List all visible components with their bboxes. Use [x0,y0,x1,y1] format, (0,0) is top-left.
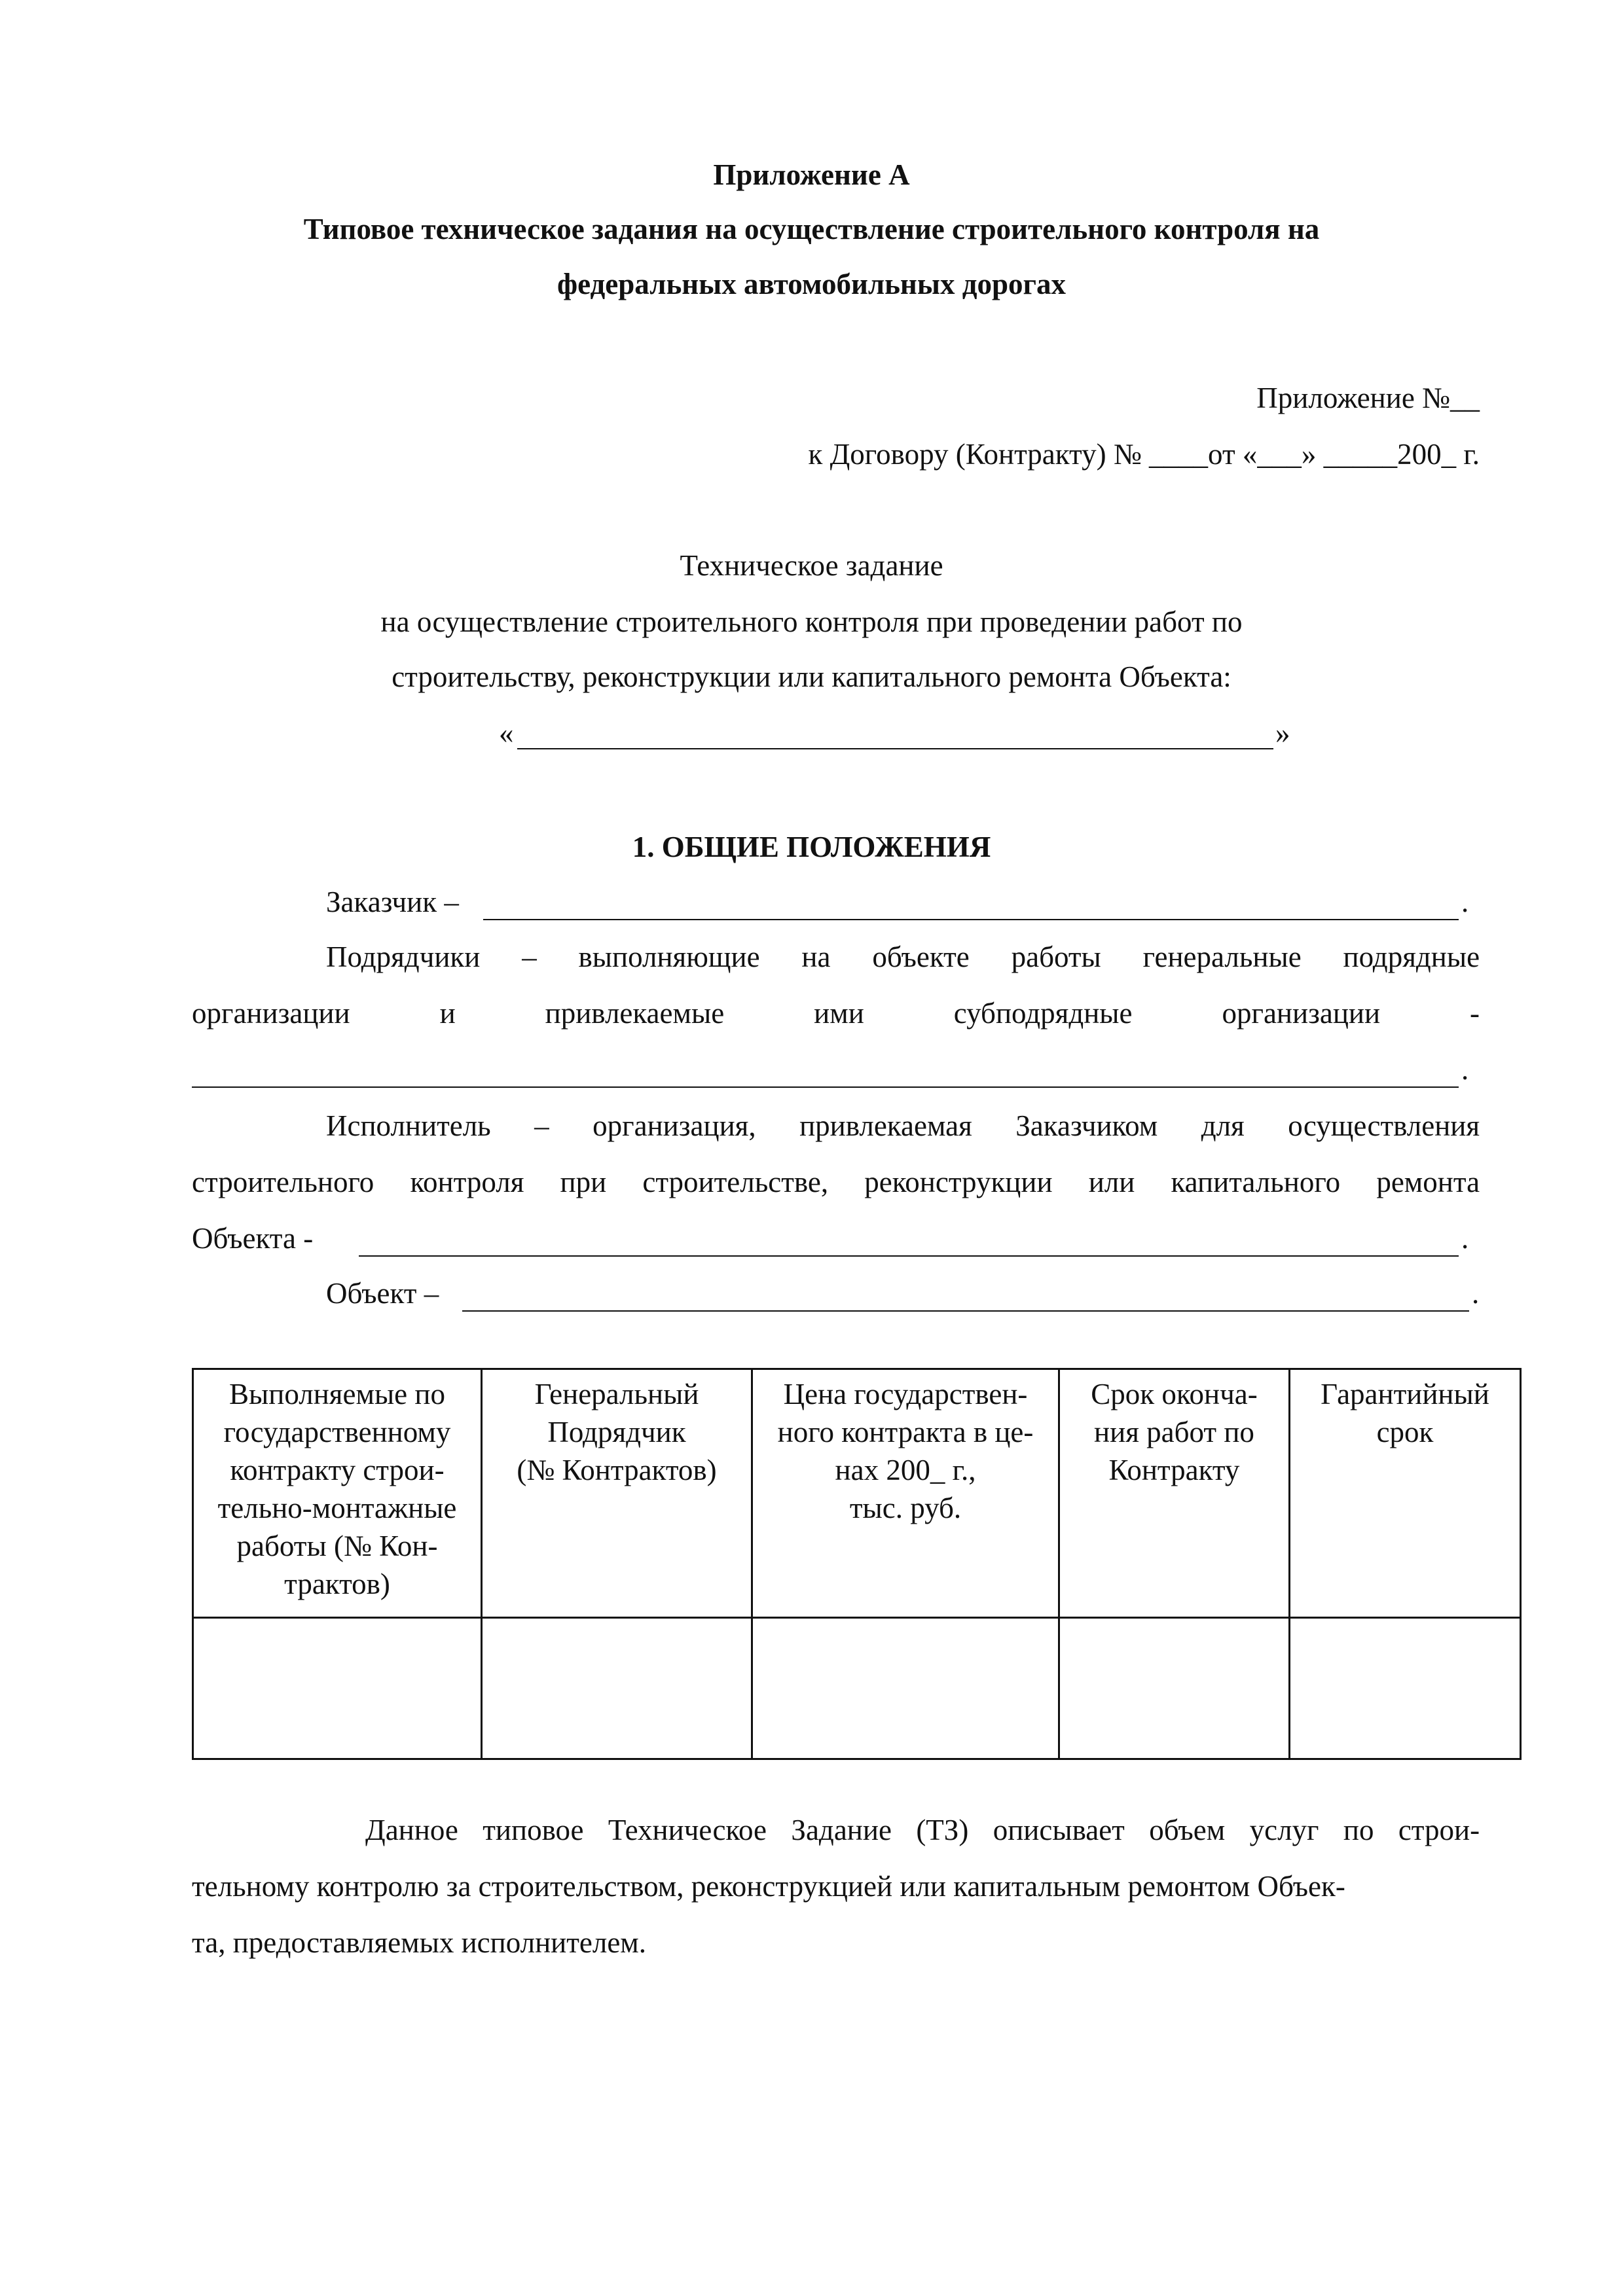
word: или [1088,1166,1135,1198]
header-cell-completion-date: Срок оконча- ния работ по Контракту [1059,1369,1290,1618]
word: организации [192,997,350,1030]
object-name-blank [517,748,1273,749]
word: осуществления [1288,1109,1480,1142]
word: субподрядные [953,997,1133,1030]
word: подрядные [1343,941,1480,973]
customer-line-end: . [1461,886,1469,918]
document-title-line1: Типовое техническое задания на осуществление строительного контроля на [303,213,1320,245]
object-label: Объект – [326,1277,439,1310]
closing-paragraph-line1 [365,1810,1480,1850]
table-row [193,1618,1521,1759]
word: при [560,1166,607,1198]
word: – [534,1109,549,1142]
tz-title: Техническое задание [680,549,943,582]
word: объем [1149,1814,1226,1846]
word: привлекаемая [799,1109,972,1142]
word: работы [1011,941,1101,973]
word: выполняющие [578,941,760,973]
word: типовое [483,1814,584,1846]
table-cell [193,1618,482,1759]
annex-heading: Приложение А [713,158,910,191]
word: (ТЗ) [916,1814,969,1846]
word: привлекаемые [545,997,725,1030]
word: по [1343,1814,1374,1846]
header-cell-general-contractor: Генеральный Подрядчик (№ Контрактов) [482,1369,752,1618]
tz-subtitle-line2: строительству, реконструкции или капитального ремонта Объекта: [392,660,1231,693]
word: Данное [365,1814,458,1846]
header-cell-contract-price: Цена государствен- ного контракта в це- нах 200_ г., тыс. руб. [752,1369,1059,1618]
word: Исполнитель [326,1109,491,1142]
table-cell [482,1618,752,1759]
section-1-heading: 1. ОБЩИЕ ПОЛОЖЕНИЯ [632,831,991,863]
contractors-blank [192,1086,1459,1088]
object-blank [462,1310,1469,1312]
word: реконструкции [864,1166,1053,1198]
executor-definition-line2 [192,1162,1480,1202]
word: контроля [410,1166,524,1198]
word: для [1201,1109,1245,1142]
word: описывает [993,1814,1125,1846]
header-cell-warranty-period: Гарантийный срок [1290,1369,1521,1618]
customer-label: Заказчик – [326,886,459,918]
word: строительного [192,1166,374,1198]
document-title-line2: федеральных автомобильных дорогах [557,268,1066,300]
table-cell [1059,1618,1290,1759]
word: строительстве, [642,1166,829,1198]
object-line-end: . [1472,1277,1480,1310]
executor-definition-line1 [326,1106,1480,1145]
word: организация, [593,1109,756,1142]
word: услуг [1249,1814,1319,1846]
table-cell [1290,1618,1521,1759]
word: строи- [1398,1814,1480,1846]
contracts-table [192,1368,1522,1760]
word: – [522,941,537,973]
word: объекте [872,941,970,973]
closing-paragraph-line3: та, предоставляемых исполнителем. [192,1926,647,1959]
executor-blank [359,1255,1459,1257]
word: на [801,941,831,973]
contractors-line-end: . [1461,1053,1469,1086]
tz-subtitle-line1: на осуществление строительного контроля при проведении работ по [380,605,1243,638]
word: Подрядчики [326,941,481,973]
word: организации [1222,997,1381,1030]
word: Техническое [608,1814,767,1846]
contract-reference: к Договору (Контракту) № ____от «___» _____200_ г. [808,438,1480,471]
contractors-definition-line1 [326,937,1480,977]
table-cell [752,1618,1059,1759]
executor-label: Объекта - [192,1222,314,1255]
word: ими [814,997,864,1030]
word: капитального [1171,1166,1341,1198]
attachment-number: Приложение №__ [1256,382,1480,414]
table-header-row [193,1369,1521,1618]
word: генеральные [1142,941,1302,973]
word: Заказчиком [1015,1109,1158,1142]
contractors-definition-line2 [192,994,1480,1033]
object-name-quote-open: « [499,717,514,749]
customer-blank [483,919,1459,920]
word: и [439,997,456,1030]
object-name-quote-close: » [1275,717,1290,749]
word: Задание [791,1814,892,1846]
word: - [1470,997,1480,1030]
closing-paragraph-line2: тельному контролю за строительством, реконструкцией или капитальным ремонтом Объек- [192,1870,1345,1903]
header-cell-construction-works: Выполняемые по государственному контракту строи- тельно-монтажные работы (№ Кон- трактов) [193,1369,482,1618]
executor-line-end: . [1461,1222,1469,1255]
word: ремонта [1376,1166,1480,1198]
